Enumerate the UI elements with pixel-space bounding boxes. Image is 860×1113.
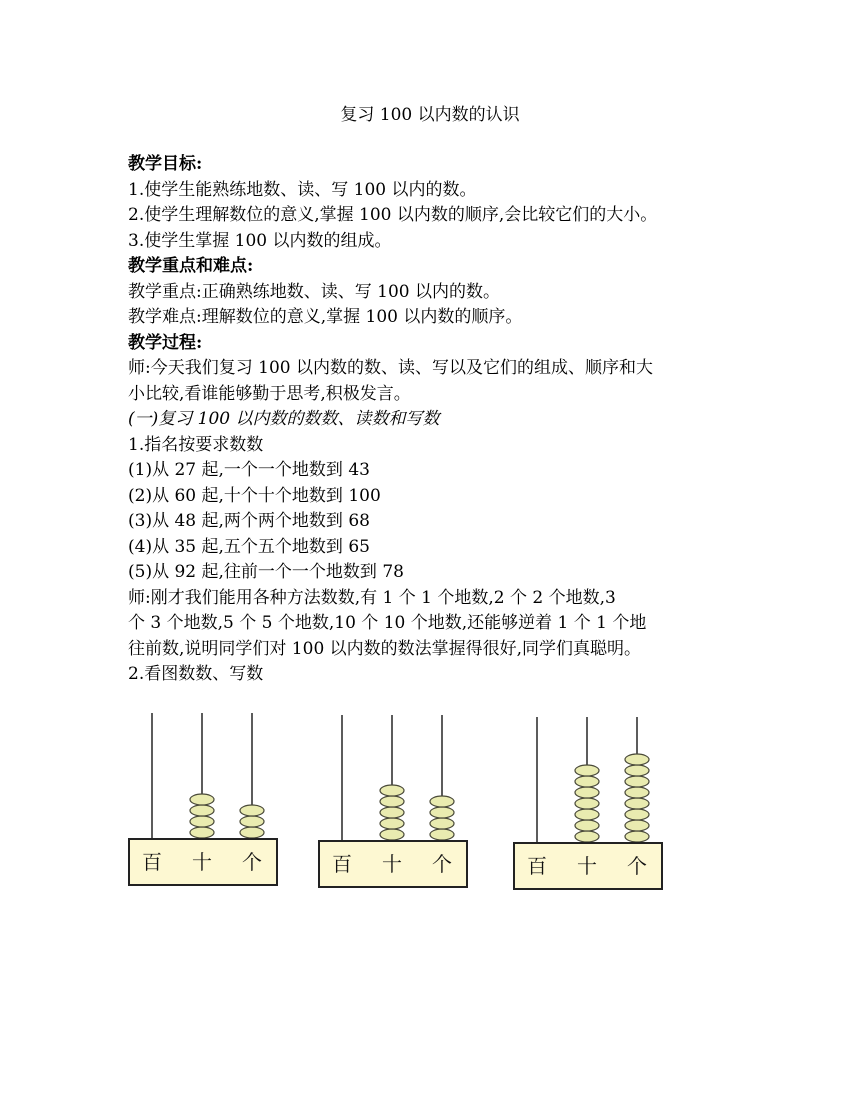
abacus-figure-1 [128,713,278,891]
abacus-bead-ones [430,807,454,818]
goal-item: 3.使学生掌握 100 以内数的组成。 [128,230,392,251]
abacus-bead-ones [240,827,264,838]
abacus-figure-2 [318,715,468,893]
abacus-label-ones: 个 [242,850,262,874]
abacus-bead-ones [430,796,454,807]
task-heading: 2.看图数数、写数 [128,664,264,684]
summary-line: 师:刚才我们能用各种方法数数,有 1 个 1 个地数,2 个 2 个地数,3 [128,587,616,608]
abacus-bead-tens [380,807,404,818]
abacus-svg [128,713,278,891]
abacus-bead-tens [190,827,214,838]
goal-item: 1.使学生能熟练地数、读、写 100 以内的数。 [128,179,477,200]
summary-line: 个 3 个地数,5 个 5 个地数,10 个 10 个地数,还能够逆着 1 个 1 个地 [128,613,647,633]
abacus-bead-tens [190,805,214,816]
abacus-label-tens: 十 [192,850,212,874]
page-title: 复习 100 以内数的认识 [340,105,520,125]
abacus-label-ones: 个 [432,852,452,876]
abacus-label-tens: 十 [382,852,402,876]
abacus-bead-tens [575,798,599,809]
abacus-bead-ones [430,818,454,829]
abacus-bead-tens [575,809,599,820]
counting-item: (2)从 60 起,十个十个地数到 100 [128,485,381,506]
counting-item: (4)从 35 起,五个五个地数到 65 [128,536,370,557]
abacus-bead-tens [380,785,404,796]
abacus-bead-tens [380,818,404,829]
abacus-svg [318,715,468,893]
abacus-bead-ones [625,809,649,820]
intro-line: 师:今天我们复习 100 以内数的数、读、写以及它们的组成、顺序和大 [128,358,653,378]
abacus-bead-tens [380,796,404,807]
intro-line: 小比较,看谁能够勤于思考,积极发言。 [128,383,411,404]
key-point: 教学重点:正确熟练地数、读、写 100 以内的数。 [128,281,500,302]
abacus-label-hundreds: 百 [332,852,352,876]
abacus-bead-tens [380,829,404,840]
part1-heading: (一)复习 100 以内数的数数、读数和写数 [128,409,440,429]
abacus-bead-ones [625,776,649,787]
abacus-bead-tens [190,816,214,827]
summary-line: 往前数,说明同学们对 100 以内数的数法掌握得很好,同学们真聪明。 [128,638,642,659]
process-heading: 教学过程: [128,332,203,353]
abacus-bead-tens [575,831,599,842]
abacus-bead-ones [430,829,454,840]
abacus-bead-tens [575,765,599,776]
abacus-bead-ones [240,805,264,816]
abacus-bead-tens [575,776,599,787]
key-heading: 教学重点和难点: [128,256,254,276]
abacus-label-ones: 个 [627,854,647,878]
abacus-label-tens: 十 [577,854,597,878]
abacus-bead-ones [625,754,649,765]
abacus-bead-tens [190,794,214,805]
abacus-bead-tens [575,820,599,831]
counting-item: (3)从 48 起,两个两个地数到 68 [128,511,370,531]
abacus-svg [513,717,663,895]
abacus-label-hundreds: 百 [142,850,162,874]
abacus-bead-ones [240,816,264,827]
abacus-figure-3 [513,717,663,895]
abacus-bead-ones [625,798,649,809]
abacus-label-hundreds: 百 [527,854,547,878]
difficult-point: 教学难点:理解数位的意义,掌握 100 以内数的顺序。 [128,307,523,327]
goals-heading: 教学目标: [128,154,203,174]
abacus-bead-ones [625,787,649,798]
counting-item: (5)从 92 起,往前一个一个地数到 78 [128,562,404,582]
abacus-bead-ones [625,820,649,831]
counting-item: (1)从 27 起,一个一个地数到 43 [128,460,370,480]
abacus-bead-ones [625,831,649,842]
abacus-bead-ones [625,765,649,776]
abacus-figures [120,705,680,905]
goal-item: 2.使学生理解数位的意义,掌握 100 以内数的顺序,会比较它们的大小。 [128,205,658,225]
task-heading: 1.指名按要求数数 [128,434,264,455]
document-body [128,152,748,688]
abacus-bead-tens [575,787,599,798]
